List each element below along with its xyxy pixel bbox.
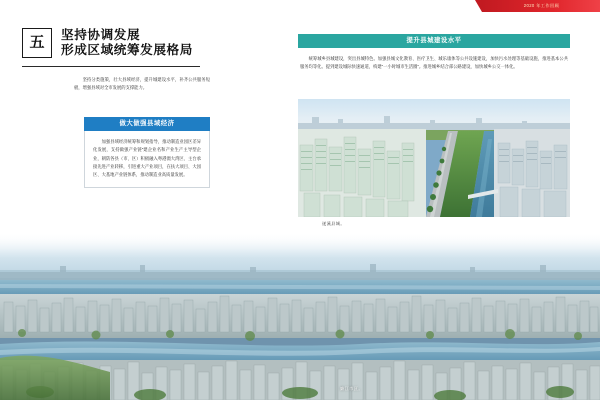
ribbon-notch (475, 0, 482, 12)
ribbon-label: 2020 年工作回顾 (523, 3, 559, 8)
section-number: 五 (29, 34, 45, 51)
page-ribbon (482, 0, 600, 12)
panel-county-economy (84, 117, 210, 188)
photo-main-city (0, 232, 600, 400)
county-photo-artwork (298, 99, 570, 217)
panel-county-construction-title: 提升县城建设水平 (298, 34, 570, 48)
panel-county-construction-body: 统筹城乡县城建设，突出县城特色。加强县城文化教育、医疗卫生、城乐康体等公共设施建设，加快污水处理等基础设施，推进基本公共服务均等化。提到建设城际快速通道，构建“一小时城市生活圈”。推进城乡结合部公路建设，加快城乡公交一体化。 (298, 48, 570, 75)
panel-county-economy-body: 加强县域经济统筹和规划指导，推动制造业园区差异化发展，支持做强产业链“建企业名和产业生产主导型企业，朝防各县（市、区）积极融入粤港澳大湾区、主台承接先进产业转移，引进重大产业项目，在扶大项目、大园区、大基地产业链体系，推动制造业高质量发展。 (84, 131, 210, 188)
section-heading (22, 28, 193, 59)
panel-county-construction (298, 34, 570, 76)
section-intro-text: 坚持分类施策，壮大县域经济，提升城建设水平，补齐公共服务短板，增强县域对全市发展的支撑能力。 (74, 77, 210, 91)
section-number-box (22, 28, 52, 58)
section-title (61, 28, 193, 59)
caption-main-photo: 廉江市区。 (340, 386, 363, 391)
photo-county-town (298, 99, 570, 217)
panel-county-economy-title: 做大做强县域经济 (84, 117, 210, 131)
caption-county-photo: 遂溪县城。 (322, 221, 345, 226)
section-title-line2: 形成区域统筹发展格局 (61, 43, 193, 58)
heading-divider (22, 66, 200, 67)
section-title-line1: 坚持协调发展 (61, 28, 141, 42)
main-photo-artwork (0, 232, 600, 400)
